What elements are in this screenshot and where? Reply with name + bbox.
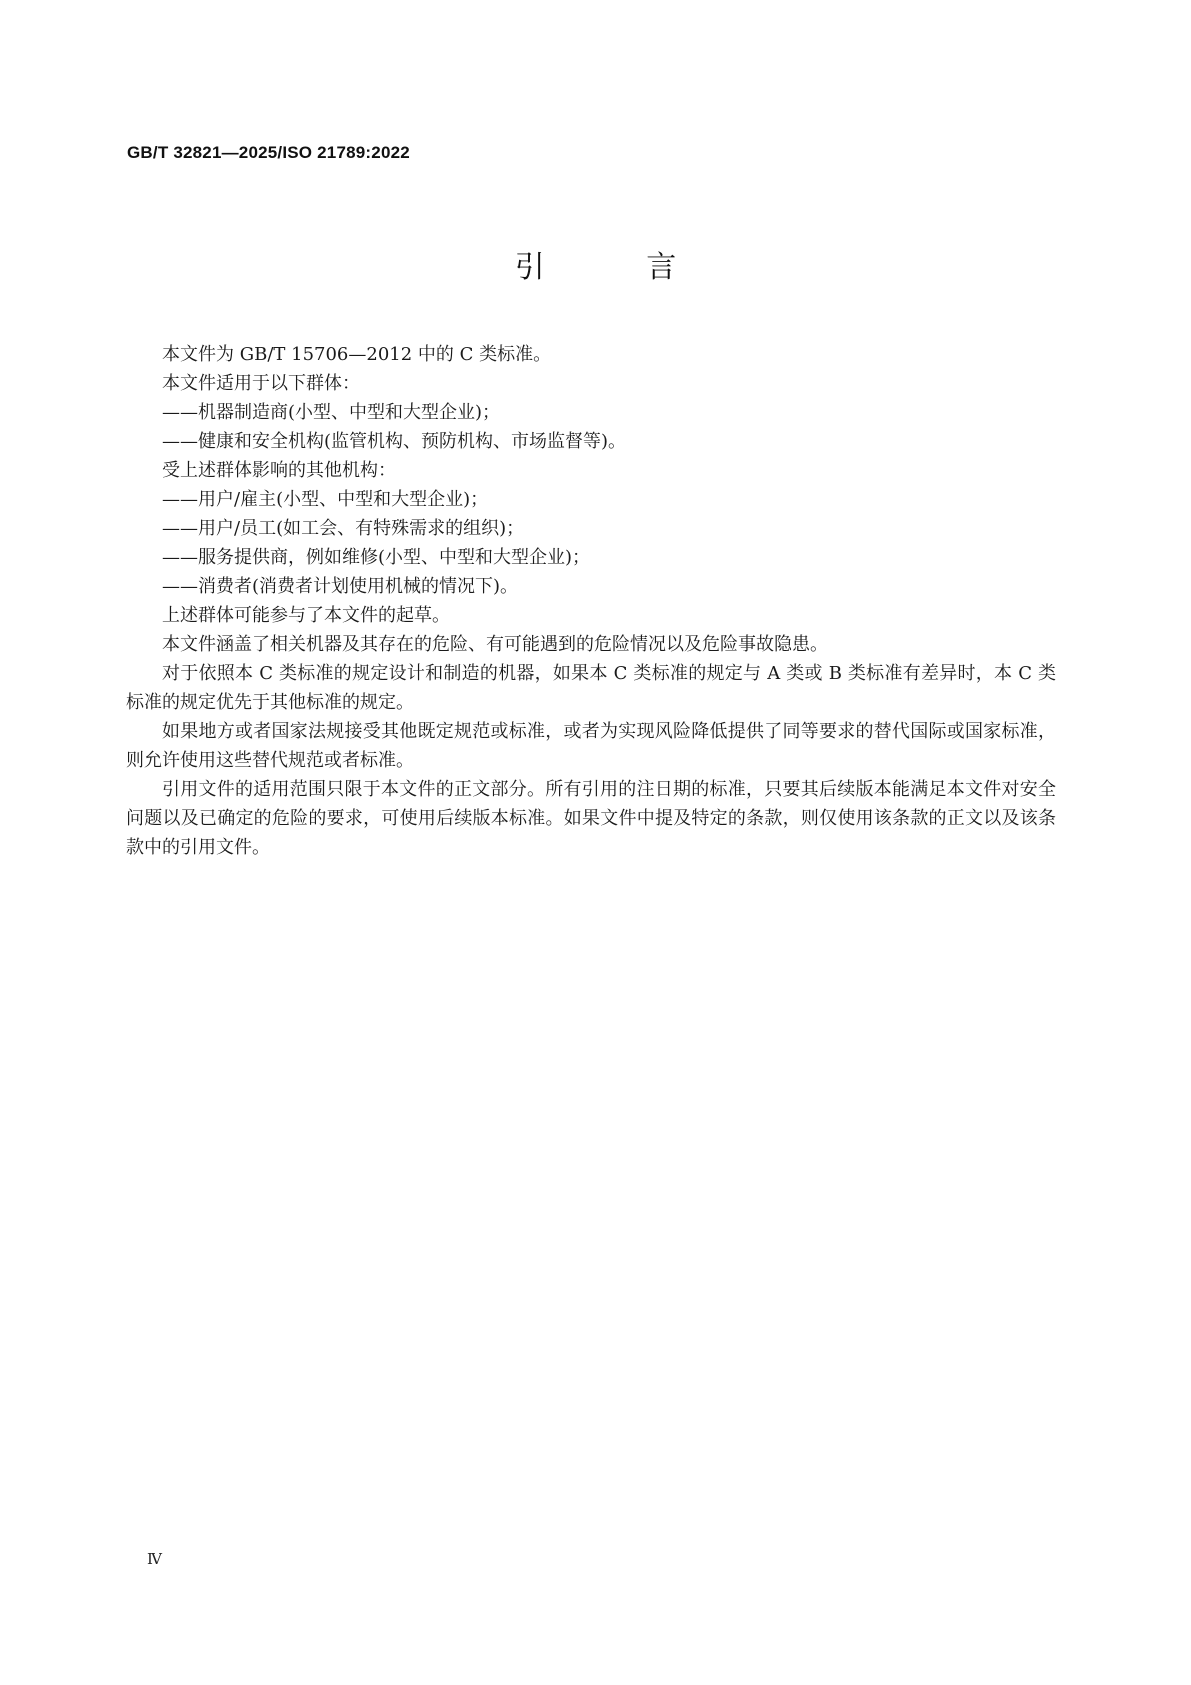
list-item: ——用户/员工(如工会、有特殊需求的组织)；	[162, 518, 525, 539]
paragraph: 本文件涵盖了相关机器及其存在的危险、有可能遇到的危险情况以及危险事故隐患。	[162, 634, 828, 655]
document-body	[126, 340, 1056, 862]
paragraph: 如果地方或者国家法规接受其他既定规范或标准，或者为实现风险降低提供了同等要求的替代国际或国家标准，则允许使用这些替代规范或者标准。	[126, 721, 1056, 771]
standard-code-header	[127, 143, 410, 163]
page-title: 引 言	[514, 250, 723, 285]
paragraph: 引用文件的适用范围只限于本文件的正文部分。所有引用的注日期的标准，只要其后续版本能满足本文件对安全问题以及已确定的危险的要求，可使用后续版本标准。如果文件中提及特定的条款，则仅使用该条款的正文以及该条款中的引用文件。	[126, 779, 1056, 858]
paragraph: 本文件适用于以下群体：	[162, 373, 360, 394]
list-item: ——用户/雇主(小型、中型和大型企业)；	[162, 489, 489, 510]
paragraph: 本文件为 GB/T 15706—2012 中的 C 类标准。	[162, 344, 552, 365]
paragraph: 上述群体可能参与了本文件的起草。	[162, 605, 450, 626]
list-item: ——服务提供商，例如维修(小型、中型和大型企业)；	[162, 547, 591, 568]
list-item: ——机器制造商(小型、中型和大型企业)；	[162, 402, 501, 423]
standard-code: GB/T 32821—2025/ISO 21789:2022	[127, 143, 410, 162]
page-number: Ⅳ	[147, 1550, 162, 1568]
paragraph: 对于依照本 C 类标准的规定设计和制造的机器，如果本 C 类标准的规定与 A 类或 B 类标准有差异时，本 C 类标准的规定优先于其他标准的规定。	[126, 663, 1056, 713]
list-item: ——消费者(消费者计划使用机械的情况下)。	[162, 576, 519, 597]
list-item: ——健康和安全机构(监管机构、预防机构、市场监督等)。	[162, 431, 627, 452]
paragraph: 受上述群体影响的其他机构：	[162, 460, 396, 481]
